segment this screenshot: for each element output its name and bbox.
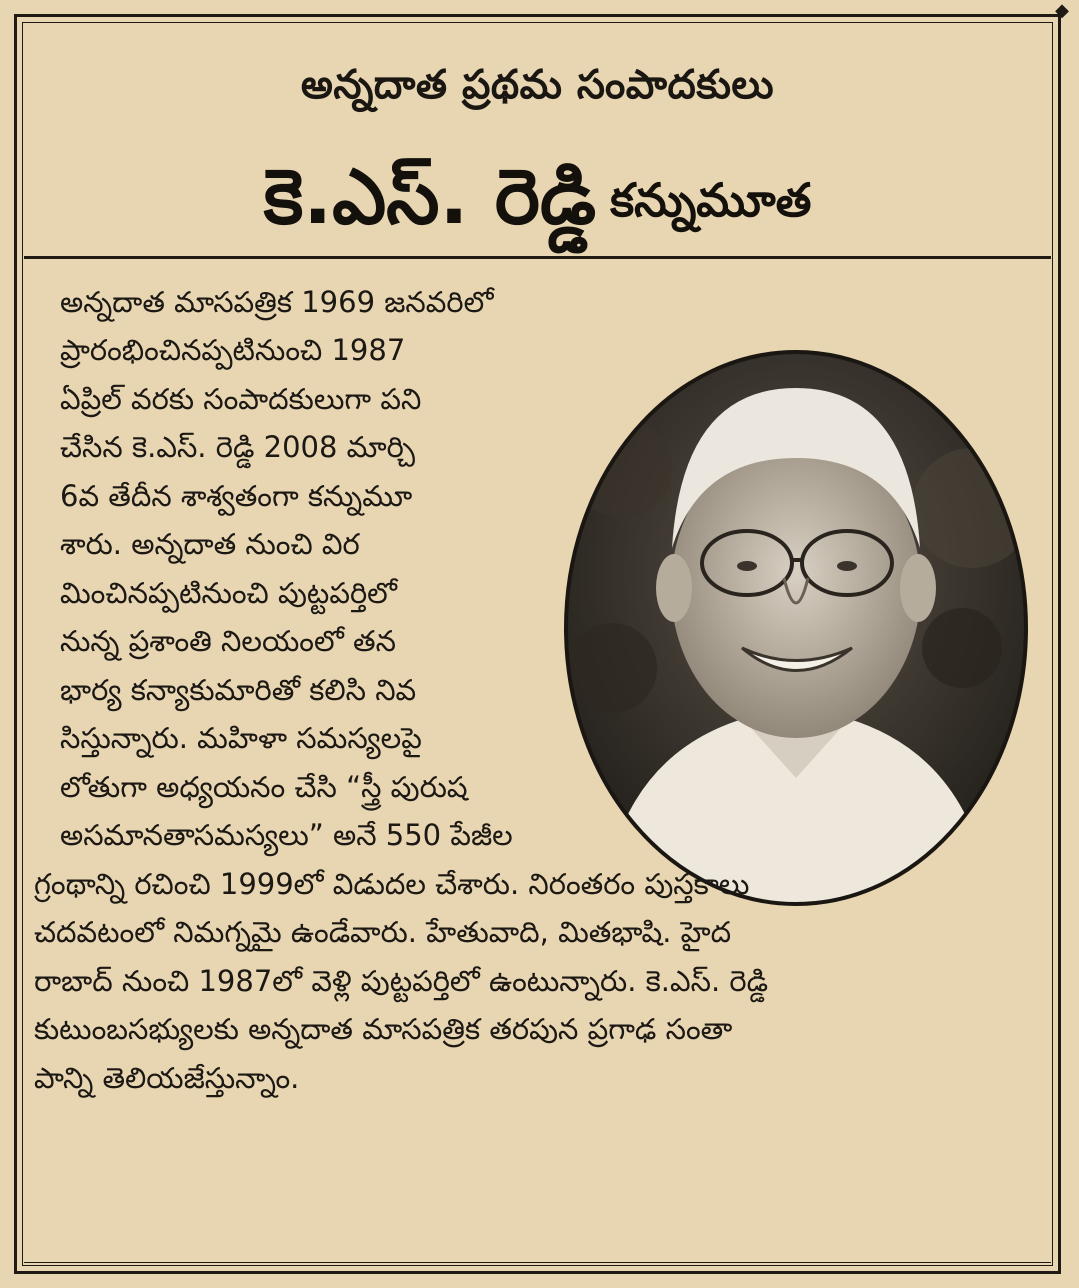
article-line: చదవటంలో నిమగ్నమై ఉండేవారు. హేతువాది, మితభాషి. హైద [34,915,732,949]
article-line: కుటుంబసభ్యులకు అన్నదాత మాసపత్రిక తరపున ప్రగాఢ సంతా [34,1012,733,1046]
article-line: గ్రంథాన్ని రచించి 1999లో విడుదల చేశారు. నిరంతరం పుస్తకాలు [34,867,750,901]
kicker-title: అన్నదాత ప్రథమ సంపాదకులు [300,62,775,108]
article-line: లోతుగా అధ్యయనం చేసి “స్త్రీ పురుష [60,770,468,804]
headline-verb: కన్నుమూత [610,173,812,227]
bottom-divider [24,1262,1051,1263]
portrait-photo [562,348,1030,908]
corner-ornament-icon: ◆ [1055,0,1069,21]
article-line: 6వ తేదీన శాశ్వతంగా కన్నుమూ [60,479,413,513]
article-line: శారు. అన్నదాత నుంచి విర [60,527,360,561]
article-line: సిస్తున్నారు. మహిళా సమస్యలపై [60,721,422,755]
article-line: అసమానతాసమస్యలు” అనే 550 పేజీల [60,818,513,852]
article-line: మించినప్పటినుంచి పుట్టపర్తిలో [60,576,397,610]
article-line: ఏప్రిల్ వరకు సంపాదకులుగా పని [60,382,422,416]
article-line: అన్నదాత మాసపత్రిక 1969 జనవరిలో [60,285,494,319]
article-header [24,24,1051,256]
article-line: భార్య కన్యాకుమారితో కలిసి నివ [60,673,417,707]
article-line: రాబాద్ నుంచి 1987లో వెళ్లి పుట్టపర్తిలో ఉంటున్నారు. కె.ఎస్. రెడ్డి [34,964,769,998]
article-line: ప్రారంభించినప్పటినుంచి 1987 [60,333,406,367]
article-line: నున్న ప్రశాంతి నిలయంలో తన [60,624,396,658]
header-divider [24,256,1051,259]
headline-name: కె.ఎస్. రెడ్డి [263,152,597,241]
headline [24,152,1051,260]
article-line: చేసిన కె.ఎస్. రెడ్డి 2008 మార్చి [60,430,416,464]
article-line: పాన్ని తెలియజేస్తున్నాం. [34,1061,300,1095]
